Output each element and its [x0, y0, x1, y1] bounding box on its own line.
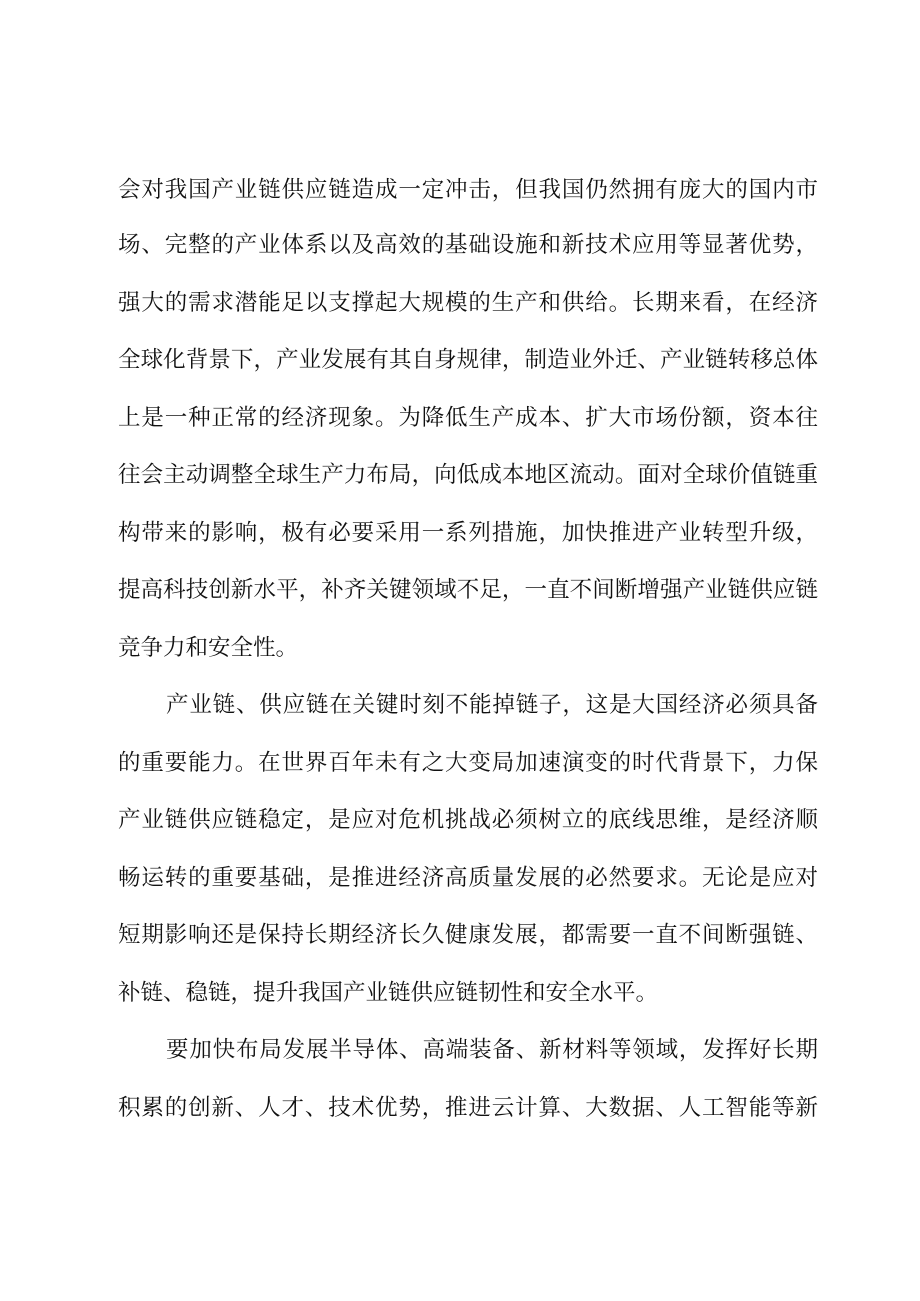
text-line: 的重要能力。在世界百年未有之大变局加速演变的时代背景下，力保 — [118, 750, 818, 776]
text-line: 补链、稳链，提升我国产业链供应链韧性和安全水平。 — [118, 980, 659, 1006]
text-line: 上是一种正常的经济现象。为降低生产成本、扩大市场份额，资本往 — [118, 405, 818, 431]
text-line: 全球化背景下，产业发展有其自身规律，制造业外迁、产业链转移总体 — [118, 347, 818, 373]
text-line: 提高科技创新水平，补齐关键领域不足，一直不间断增强产业链供应链 — [118, 577, 818, 603]
text-line: 畅运转的重要基础，是推进经济高质量发展的必然要求。无论是应对 — [118, 865, 818, 891]
text-line: 会对我国产业链供应链造成一定冲击，但我国仍然拥有庞大的国内市 — [118, 177, 818, 203]
text-line: 场、完整的产业体系以及高效的基础设施和新技术应用等显著优势， — [118, 232, 818, 258]
text-line: 竞争力和安全性。 — [118, 635, 299, 661]
text-line: 产业链供应链稳定，是应对危机挑战必须树立的底线思维，是经济顺 — [118, 807, 818, 833]
paragraph-first-line: 产业链、供应链在关键时刻不能掉链子，这是大国经济必须具备 — [166, 692, 818, 718]
text-line: 强大的需求潜能足以支撑起大规模的生产和供给。长期来看，在经济 — [118, 290, 818, 316]
text-line: 构带来的影响，极有必要采用一系列措施，加快推进产业转型升级， — [118, 520, 818, 546]
text-line: 短期影响还是保持长期经济长久健康发展，都需要一直不间断强链、 — [118, 922, 818, 948]
text-line: 往会主动调整全球生产力布局，向低成本地区流动。面对全球价值链重 — [118, 462, 818, 488]
text-line: 积累的创新、人才、技术优势，推进云计算、大数据、人工智能等新 — [118, 1095, 818, 1121]
paragraph-first-line: 要加快布局发展半导体、高端装备、新材料等领域，发挥好长期 — [166, 1037, 818, 1063]
